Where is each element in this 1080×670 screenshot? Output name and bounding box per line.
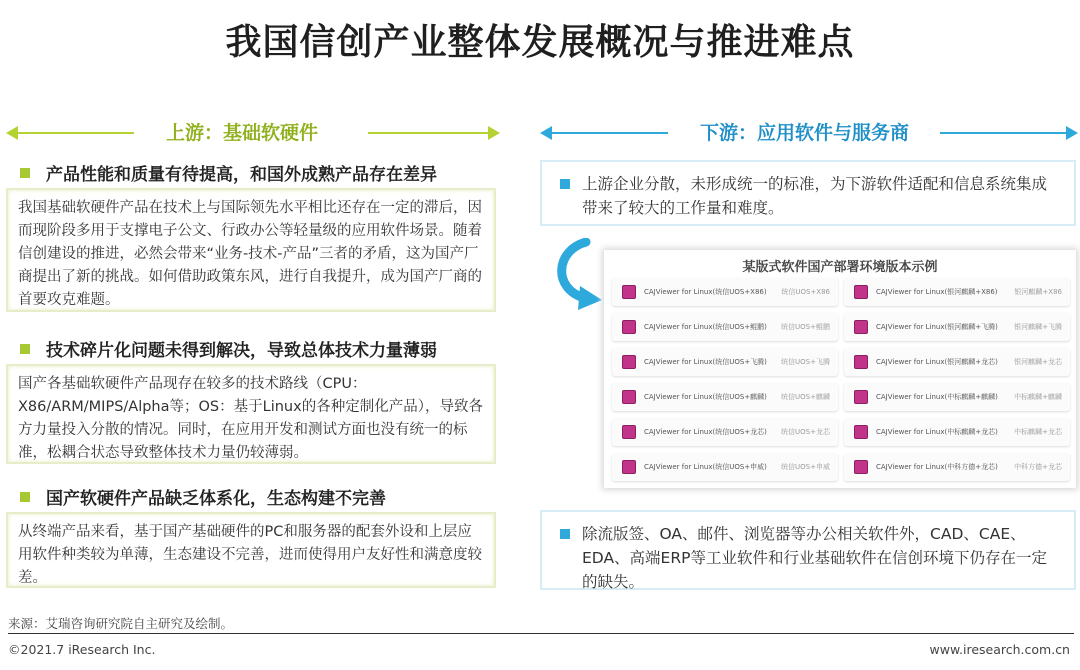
sample-item	[612, 313, 838, 341]
bullet-square-icon	[560, 529, 570, 539]
sample-item-name: CAJViewer for Linux(银河麒麟+龙芯)	[876, 358, 998, 366]
sample-item-name: CAJViewer for Linux(银河麒麟+X86)	[876, 288, 998, 296]
page-title: 我国信创产业整体发展概况与推进难点	[225, 22, 855, 63]
sample-item-name: CAJViewer for Linux(统信UOS+麒麟)	[644, 393, 767, 401]
app-icon	[854, 425, 868, 439]
upstream-divider	[6, 118, 500, 148]
app-icon	[622, 460, 636, 474]
downstream-divider	[540, 118, 1078, 148]
sample-item-os: 统信UOS+飞腾	[781, 358, 830, 366]
sample-item-name: CAJViewer for Linux(中标麒麟+龙芯)	[876, 428, 998, 436]
sample-item-name: CAJViewer for Linux(统信UOS+鲲鹏)	[644, 323, 767, 331]
sample-item-name: CAJViewer for Linux(统信UOS+X86)	[644, 288, 767, 296]
section-heading-2	[20, 336, 437, 361]
sample-item-name: CAJViewer for Linux(中标麒麟+麒麟)	[876, 393, 998, 401]
section-heading-text: 技术碎片化问题未得到解决，导致总体技术力量薄弱	[46, 341, 437, 361]
app-icon	[854, 390, 868, 404]
sample-item	[612, 418, 838, 446]
downstream-box-2-text: 除流版签、OA、邮件、浏览器等办公相关软件外，CAD、CAE、EDA、高端ERP等工业软件和行业基础软件在信创环境下仍存在一定的缺失。	[582, 525, 1047, 591]
sample-item-os: 统信UOS+麒麟	[781, 393, 830, 401]
sample-item	[844, 418, 1070, 446]
copyright: ©2021.7 iResearch Inc.	[8, 642, 156, 657]
arrow-right-icon	[488, 126, 500, 140]
arrow-right-icon	[1066, 126, 1078, 140]
app-icon	[854, 285, 868, 299]
downstream-box-1-text: 上游企业分散，未形成统一的标准，为下游软件适配和信息系统集成带来了较大的工作量和难度。	[582, 175, 1048, 217]
sample-item	[844, 313, 1070, 341]
bullet-square-icon	[20, 492, 30, 502]
app-icon	[622, 355, 636, 369]
app-icon	[622, 285, 636, 299]
sample-item-os: 银河麒麟+龙芯	[1014, 358, 1062, 366]
app-icon	[854, 355, 868, 369]
section-heading-1	[20, 160, 437, 185]
section-heading-text: 国产软硬件产品缺乏体系化，生态构建不完善	[46, 489, 386, 509]
bullet-square-icon	[20, 168, 30, 178]
divider-line-right	[940, 132, 1070, 134]
sample-item-os: 统信UOS+X86	[781, 288, 830, 296]
footer-divider	[8, 633, 1074, 634]
divider-line-right	[368, 132, 492, 134]
app-icon	[622, 425, 636, 439]
sample-item	[844, 278, 1070, 306]
sample-item	[612, 383, 838, 411]
app-icon	[854, 320, 868, 334]
sample-item-os: 统信UOS+鲲鹏	[781, 323, 830, 331]
sample-item-name: CAJViewer for Linux(统信UOS+龙芯)	[644, 428, 767, 436]
app-icon	[854, 460, 868, 474]
sample-item	[612, 348, 838, 376]
sample-item	[612, 278, 838, 306]
sample-item-name: CAJViewer for Linux(统信UOS+申威)	[644, 463, 767, 471]
divider-line-left	[14, 132, 134, 134]
sample-item	[844, 453, 1070, 481]
sample-item-os: 中标麒麟+麒麟	[1014, 393, 1062, 401]
sample-item-os: 中科方德+龙芯	[1014, 463, 1062, 471]
sample-item-name: CAJViewer for Linux(中科方德+龙芯)	[876, 463, 998, 471]
upstream-label: 上游：基础软硬件	[166, 122, 319, 144]
sample-item	[844, 348, 1070, 376]
app-icon	[622, 390, 636, 404]
sample-item	[844, 383, 1070, 411]
section-body-3: 从终端产品来看，基于国产基础硬件的PC和服务器的配套外设和上层应用软件种类较为单薄，生态建设不完善，进而使得用户友好性和满意度较差。	[6, 512, 496, 588]
divider-line-left	[548, 132, 668, 134]
bullet-square-icon	[20, 344, 30, 354]
sample-item-os: 统信UOS+申威	[781, 463, 830, 471]
section-heading-3	[20, 484, 386, 509]
bullet-square-icon	[560, 179, 570, 189]
section-body-1: 我国基础软硬件产品在技术上与国际领先水平相比还存在一定的滞后，因而现阶段多用于支撑电子公文、行政办公等轻量级的应用软件场景。随着信创建设的推进，必然会带来“业务-技术-产品”三者的矛盾，这为国产厂商提出了新的挑战。如何借助政策东风，进行自我提升，成为国产厂商的首要攻克难题。	[6, 188, 496, 312]
sample-item-os: 统信UOS+龙芯	[781, 428, 830, 436]
sample-item-name: CAJViewer for Linux(银河麒麟+飞腾)	[876, 323, 998, 331]
sample-item-name: CAJViewer for Linux(统信UOS+飞腾)	[644, 358, 767, 366]
sample-item-os: 中标麒麟+龙芯	[1014, 428, 1062, 436]
downstream-box-1	[540, 160, 1076, 226]
section-body-2: 国产各基础软硬件产品现存在较多的技术路线（CPU：X86/ARM/MIPS/Alpha等；OS：基于Linux的各种定制化产品），导致各方力量投入分散的情况。同时，在应用开发和测试方面也没有统一的标准，松耦合状态导致整体技术力量仍较薄弱。	[6, 364, 496, 464]
downstream-box-2	[540, 510, 1076, 590]
sample-title: 某版式软件国产部署环境版本示例	[742, 260, 938, 275]
downstream-label: 下游：应用软件与服务商	[700, 122, 910, 144]
sample-item-os: 银河麒麟+X86	[1014, 288, 1062, 296]
website-link[interactable]: www.iresearch.com.cn	[929, 642, 1070, 657]
version-sample-panel	[604, 250, 1076, 488]
app-icon	[622, 320, 636, 334]
sample-item	[612, 453, 838, 481]
section-heading-text: 产品性能和质量有待提高，和国外成熟产品存在差异	[46, 165, 437, 185]
sample-item-os: 银河麒麟+飞腾	[1014, 323, 1062, 331]
curved-arrow-icon	[546, 238, 610, 318]
source-note: 来源：艾瑞咨询研究院自主研究及绘制。	[8, 616, 234, 631]
